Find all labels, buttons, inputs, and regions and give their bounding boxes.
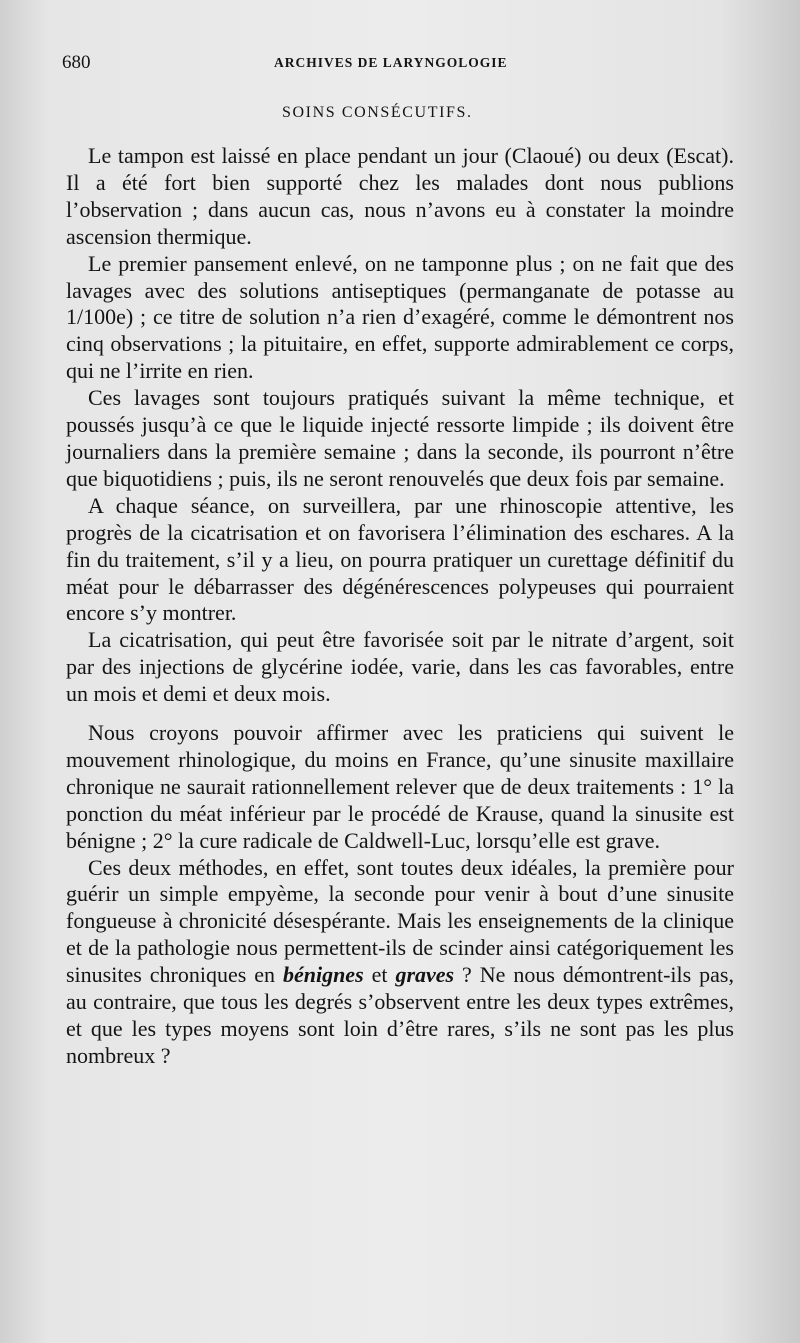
emphasis-graves: graves xyxy=(395,962,455,988)
paragraph: Le tampon est laissé en place pendant un jour (Claoué) ou deux (Escat). Il a été fort bien supporté chez les malades dont nous publions l’observation ; dans aucun cas, nous n’avons eu à constater la moindre ascension thermique. xyxy=(66,143,734,249)
page-header xyxy=(62,52,722,76)
section-title: SOINS CONSÉCUTIFS. xyxy=(282,104,473,121)
page-number: 680 xyxy=(62,52,91,73)
paragraph: Le premier pansement enlevé, on ne tamponne plus ; on ne fait que des lavages avec des solutions antiseptiques (permanganate de potasse au 1/100e) ; ce titre de solution n’a rien d’exagéré, comme le démontrent nos cinq observations ; la pituitaire, en effet, supporte admirablement ce corps, qui ne l’irrite en rien. xyxy=(66,250,734,384)
paragraph-text: et xyxy=(363,962,396,988)
paragraph-text: Ces deux méthodes, en effet, sont toutes deux idéales, la première pour guérir un simple empyème, la seconde pour venir à bout d’une sinusite fongueuse à chronicité désespérante. Mais les enseignements de la clinique et de la pathologie nous permettent-ils de scinder ainsi catégoriquement les sinusites chroniques en xyxy=(66,854,734,988)
emphasis-benignes: bénignes xyxy=(282,962,364,988)
paragraph: La cicatrisation, qui peut être favorisée soit par le nitrate d’argent, soit par des injections de glycérine iodée, varie, dans les cas favorables, entre un mois et demi et deux mois. xyxy=(66,627,734,707)
paragraph: Nous croyons pouvoir affirmer avec les praticiens qui suivent le mouvement rhinologique, du moins en France, qu’une sinusite maxillaire chronique ne saurait rationnellement relever que de deux traitements : 1° la ponction du méat inférieur par le procédé de Krause, quand la sinusite est bénigne ; 2° la cure radicale de Caldwell-Luc, lorsqu’elle est grave. xyxy=(66,720,734,853)
paragraph: A chaque séance, on surveillera, par une rhinoscopie attentive, les progrès de la cicatrisation et on favorisera l’élimination des eschares. A la fin du traitement, s’il y a lieu, on pourra pratiquer un curettage définitif du méat pour le débarrasser des dégénérescences polypeuses qui pourraient encore s’y montrer. xyxy=(66,492,734,626)
running-head: ARCHIVES DE LARYNGOLOGIE xyxy=(274,55,508,70)
paragraph: Ces lavages sont toujours pratiqués suivant la même technique, et poussés jusqu’à ce que le liquide injecté ressorte limpide ; ils doivent être journaliers dans la première semaine ; dans la seconde, ils pourront n’être que biquotidiens ; puis, ils ne seront renouvelés que deux fois par semaine. xyxy=(66,385,734,491)
paragraph-text: ? Ne nous démontrent-ils pas, au contraire, que tous les degrés s’observent entre les deux types extrêmes, et que les types moyens sont loin d’être rares, s’ils ne sont pas les plus nombreux ? xyxy=(66,962,734,1068)
paragraph-last xyxy=(66,855,734,1070)
body-text xyxy=(66,143,734,1070)
